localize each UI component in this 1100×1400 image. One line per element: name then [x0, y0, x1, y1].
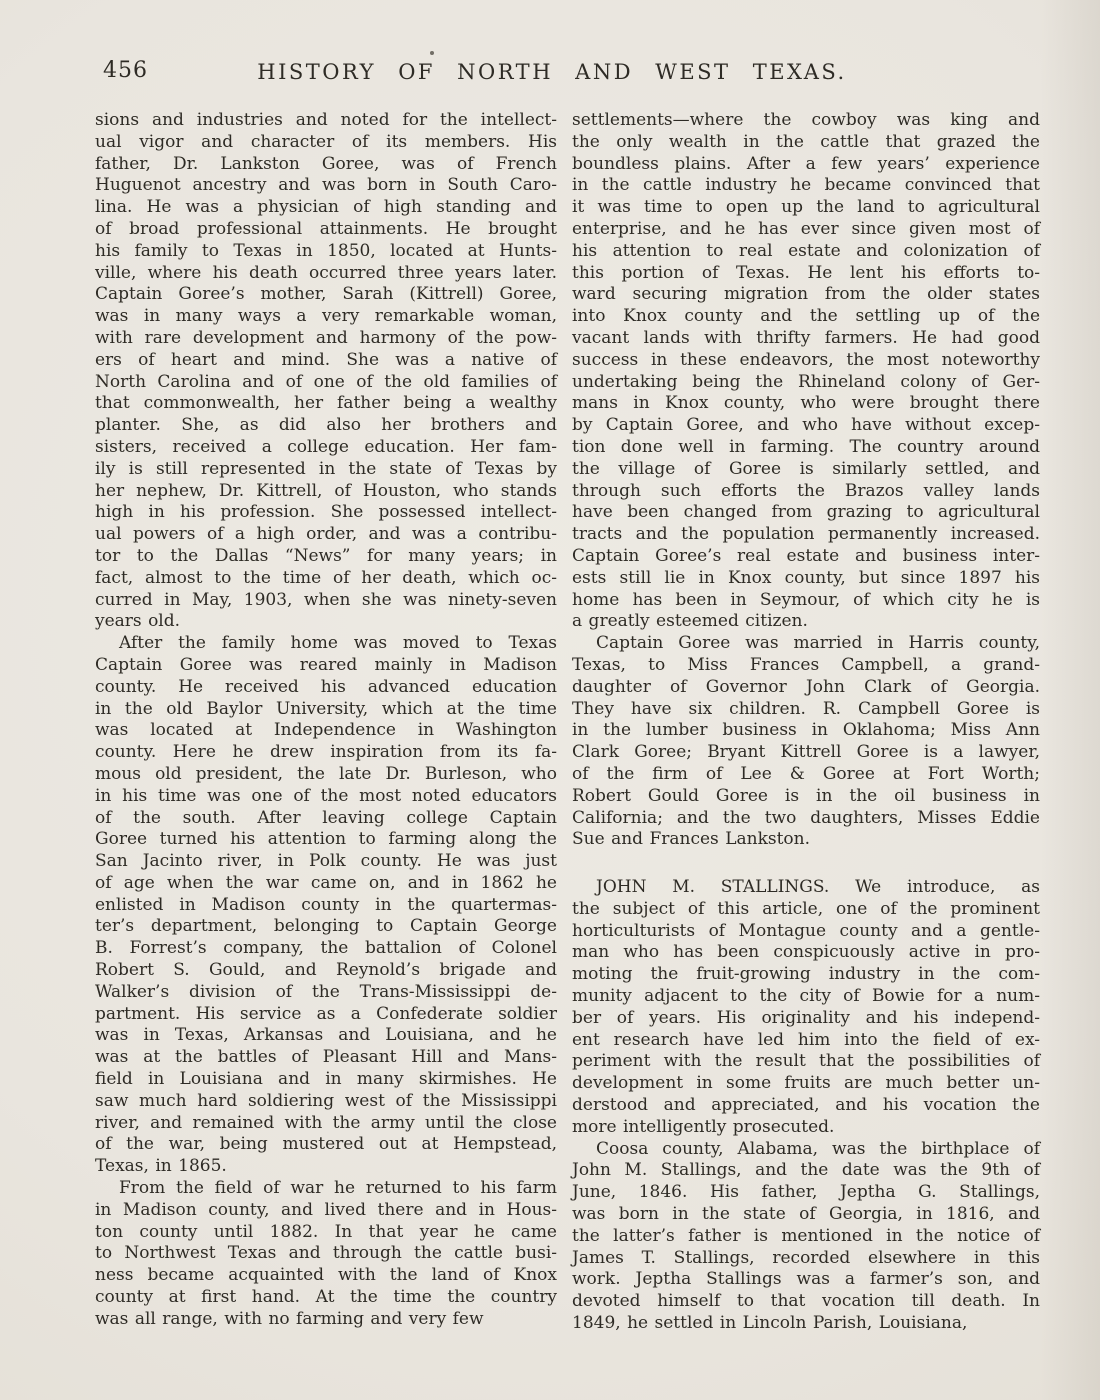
text-line: ests still lie in Knox county, but since 1897 his — [572, 567, 1040, 588]
text-line: the subject of this article, one of the prominent — [572, 898, 1040, 919]
text-line: in Madison county, and lived there and in Hous- — [95, 1199, 557, 1220]
text-line: horticulturists of Montague county and a gentle- — [572, 920, 1040, 941]
paragraph — [572, 877, 1040, 1139]
text-line: her nephew, Dr. Kittrell, of Houston, who stands — [95, 480, 557, 501]
text-line: San Jacinto river, in Polk county. He was just — [95, 851, 557, 872]
paragraph — [572, 110, 1040, 633]
text-line: success in these endeavors, the most noteworthy — [572, 349, 1040, 370]
text-line: was located at Independence in Washington — [95, 720, 557, 741]
text-line: North Carolina and of one of the old families of — [95, 371, 557, 392]
text-line: settlements—where the cowboy was king and — [572, 110, 1040, 130]
paragraph — [95, 110, 557, 633]
scan-artifact-speck — [430, 51, 434, 55]
text-line: Huguenot ancestry and was born in South Caro- — [95, 175, 557, 196]
text-line: ville, where his death occurred three years later. — [95, 262, 557, 283]
text-line: county at first hand. At the time the country — [95, 1287, 557, 1308]
text-line: by Captain Goree, and who have without excep- — [572, 415, 1040, 436]
paragraph — [572, 1139, 1040, 1335]
text-columns — [95, 110, 1040, 1335]
text-line: enterprise, and he has ever since given most of — [572, 218, 1040, 239]
text-line: tion done well in farming. The country around — [572, 436, 1040, 457]
text-line: tracts and the population permanently increased. — [572, 524, 1040, 545]
text-line: ton county until 1882. In that year he came — [95, 1221, 557, 1242]
text-line: was in Texas, Arkansas and Louisiana, and he — [95, 1025, 557, 1046]
text-line: California; and the two daughters, Misses Eddie — [572, 807, 1040, 828]
text-line: Coosa county, Alabama, was the birthplace of — [596, 1138, 1040, 1159]
text-line: After the family home was moved to Texas — [119, 633, 557, 654]
text-line: have been changed from grazing to agricultural — [572, 502, 1040, 523]
page-number: 456 — [103, 58, 148, 83]
text-line: was all range, with no farming and very few — [95, 1308, 484, 1329]
text-line: Texas, to Miss Frances Campbell, a grand- — [572, 654, 1040, 675]
text-line: high in his profession. She possessed intellect- — [95, 502, 557, 523]
text-line: undertaking being the Rhineland colony of Ger- — [572, 371, 1040, 392]
text-line: into Knox county and the settling up of the — [572, 306, 1040, 327]
text-line: river, and remained with the army until the close — [95, 1112, 557, 1133]
text-line: his family to Texas in 1850, located at Hunts- — [95, 240, 557, 261]
paragraph — [572, 633, 1040, 851]
text-line: father, Dr. Lankston Goree, was of French — [95, 153, 557, 174]
text-line: Robert Gould Goree is in the oil business in — [572, 785, 1040, 806]
text-line: tor to the Dallas “News” for many years; in — [95, 545, 557, 566]
text-line: JOHN M. STALLINGS. We introduce, as — [596, 877, 1040, 898]
text-line: curred in May, 1903, when she was ninety-seven — [95, 589, 557, 610]
text-line: man who has been conspicuously active in pro- — [572, 942, 1040, 963]
text-line: a greatly esteemed citizen. — [572, 611, 808, 632]
text-line: this portion of Texas. He lent his efforts to- — [572, 262, 1040, 283]
text-line: work. Jeptha Stallings was a farmer’s son, and — [572, 1269, 1040, 1290]
text-line: sisters, received a college education. Her fam- — [95, 436, 557, 457]
text-line: saw much hard soldiering west of the Mississippi — [95, 1090, 557, 1111]
text-line: mans in Knox county, who were brought there — [572, 393, 1040, 414]
text-line: derstood and appreciated, and his vocation the — [572, 1095, 1040, 1116]
text-line: Captain Goree’s mother, Sarah (Kittrell) Goree, — [95, 284, 557, 305]
text-line: moting the fruit-growing industry in the com- — [572, 964, 1040, 985]
text-line: Sue and Frances Lankston. — [572, 829, 811, 850]
text-line: devoted himself to that vocation till death. In — [572, 1291, 1040, 1312]
text-line: enlisted in Madison county in the quartermas- — [95, 894, 557, 915]
text-line: ual powers of a high order, and was a contribu- — [95, 524, 557, 545]
text-line: in his time was one of the most noted educators — [95, 785, 557, 806]
text-line: years old. — [95, 611, 181, 632]
text-line: 1849, he settled in Lincoln Parish, Louisiana, — [572, 1313, 968, 1334]
text-line: ily is still represented in the state of Texas by — [95, 458, 557, 479]
text-line: daughter of Governor John Clark of Georgia. — [572, 676, 1040, 697]
text-line: Captain Goree was reared mainly in Madison — [95, 654, 557, 675]
text-line: ber of years. His originality and his independ- — [572, 1007, 1040, 1028]
text-line: June, 1846. His father, Jeptha G. Stallings, — [572, 1182, 1040, 1203]
text-line: in the lumber business in Oklahoma; Miss Ann — [572, 720, 1040, 741]
text-line: Clark Goree; Bryant Kittrell Goree is a lawyer, — [572, 742, 1040, 763]
text-line: of the war, being mustered out at Hempstead, — [95, 1134, 557, 1155]
text-line: ness became acquainted with the land of Knox — [95, 1265, 557, 1286]
text-line: vacant lands with thrifty farmers. He had good — [572, 327, 1040, 348]
text-line: fact, almost to the time of her death, which oc- — [95, 567, 557, 588]
text-line: B. Forrest’s company, the battalion of Colonel — [95, 938, 557, 959]
page-header-title: HISTORY OF NORTH AND WEST TEXAS. — [257, 60, 847, 84]
text-line: of broad professional attainments. He brought — [95, 218, 557, 239]
text-line: the village of Goree is similarly settled, and — [572, 458, 1040, 479]
text-line: ward securing migration from the older states — [572, 284, 1040, 305]
text-line: the latter’s father is mentioned in the notice of — [572, 1225, 1040, 1246]
paragraph — [95, 1178, 557, 1331]
text-line: of the firm of Lee & Goree at Fort Worth; — [572, 763, 1040, 784]
text-line: mous old president, the late Dr. Burleson, who — [95, 763, 557, 784]
text-line: James T. Stallings, recorded elsewhere in this — [572, 1247, 1040, 1268]
text-line: boundless plains. After a few years’ experience — [572, 153, 1040, 174]
text-line: They have six children. R. Campbell Goree is — [572, 698, 1040, 719]
text-line: more intelligently prosecuted. — [572, 1116, 835, 1137]
text-line: lina. He was a physician of high standing and — [95, 197, 557, 218]
text-line: field in Louisiana and in many skirmishes. He — [95, 1069, 557, 1090]
text-line: ers of heart and mind. She was a native of — [95, 349, 557, 370]
text-line: was in many ways a very remarkable woman, — [95, 306, 557, 327]
right-column — [572, 110, 1040, 1335]
text-line: home has been in Seymour, of which city he is — [572, 589, 1040, 610]
text-line: Texas, in 1865. — [95, 1156, 227, 1177]
text-line: ual vigor and character of its members. His — [95, 131, 557, 152]
text-line: with rare development and harmony of the pow- — [95, 327, 557, 348]
text-line: development in some fruits are much better un- — [572, 1073, 1040, 1094]
text-line: to Northwest Texas and through the cattle busi- — [95, 1243, 557, 1264]
text-line: in the cattle industry he became convinced that — [572, 175, 1040, 196]
text-line: in the old Baylor University, which at the time — [95, 698, 557, 719]
text-line: it was time to open up the land to agricultural — [572, 197, 1040, 218]
text-line: From the field of war he returned to his farm — [119, 1178, 557, 1199]
left-column — [95, 110, 557, 1335]
text-line: ent research have led him into the field of ex- — [572, 1029, 1040, 1050]
paragraph — [95, 633, 557, 1178]
text-line: his attention to real estate and colonization of — [572, 240, 1040, 261]
text-line: ter’s department, belonging to Captain George — [95, 916, 557, 937]
text-line: Robert S. Gould, and Reynold’s brigade and — [95, 960, 557, 981]
text-line: was at the battles of Pleasant Hill and Mans- — [95, 1047, 557, 1068]
text-line: the only wealth in the cattle that grazed the — [572, 131, 1040, 152]
text-line: Captain Goree’s real estate and business inter- — [572, 545, 1040, 566]
text-line: planter. She, as did also her brothers and — [95, 415, 557, 436]
text-line: Goree turned his attention to farming along the — [95, 829, 557, 850]
text-line: Captain Goree was married in Harris county, — [596, 633, 1040, 654]
text-line: John M. Stallings, and the date was the 9th of — [572, 1160, 1040, 1181]
text-line: that commonwealth, her father being a wealthy — [95, 393, 557, 414]
text-line: through such efforts the Brazos valley lands — [572, 480, 1040, 501]
text-line: partment. His service as a Confederate soldier — [95, 1003, 557, 1024]
text-line: Walker’s division of the Trans-Mississippi de- — [95, 981, 557, 1002]
text-line: was born in the state of Georgia, in 1816, and — [572, 1204, 1040, 1225]
text-line: of the south. After leaving college Captain — [95, 807, 557, 828]
text-line: sions and industries and noted for the intellect- — [95, 110, 557, 130]
text-line: periment with the result that the possibilities of — [572, 1051, 1040, 1072]
text-line: munity adjacent to the city of Bowie for a num- — [572, 986, 1040, 1007]
text-line: of age when the war came on, and in 1862 he — [95, 872, 557, 893]
text-line: county. Here he drew inspiration from its fa- — [95, 742, 557, 763]
text-line: county. He received his advanced education — [95, 676, 557, 697]
